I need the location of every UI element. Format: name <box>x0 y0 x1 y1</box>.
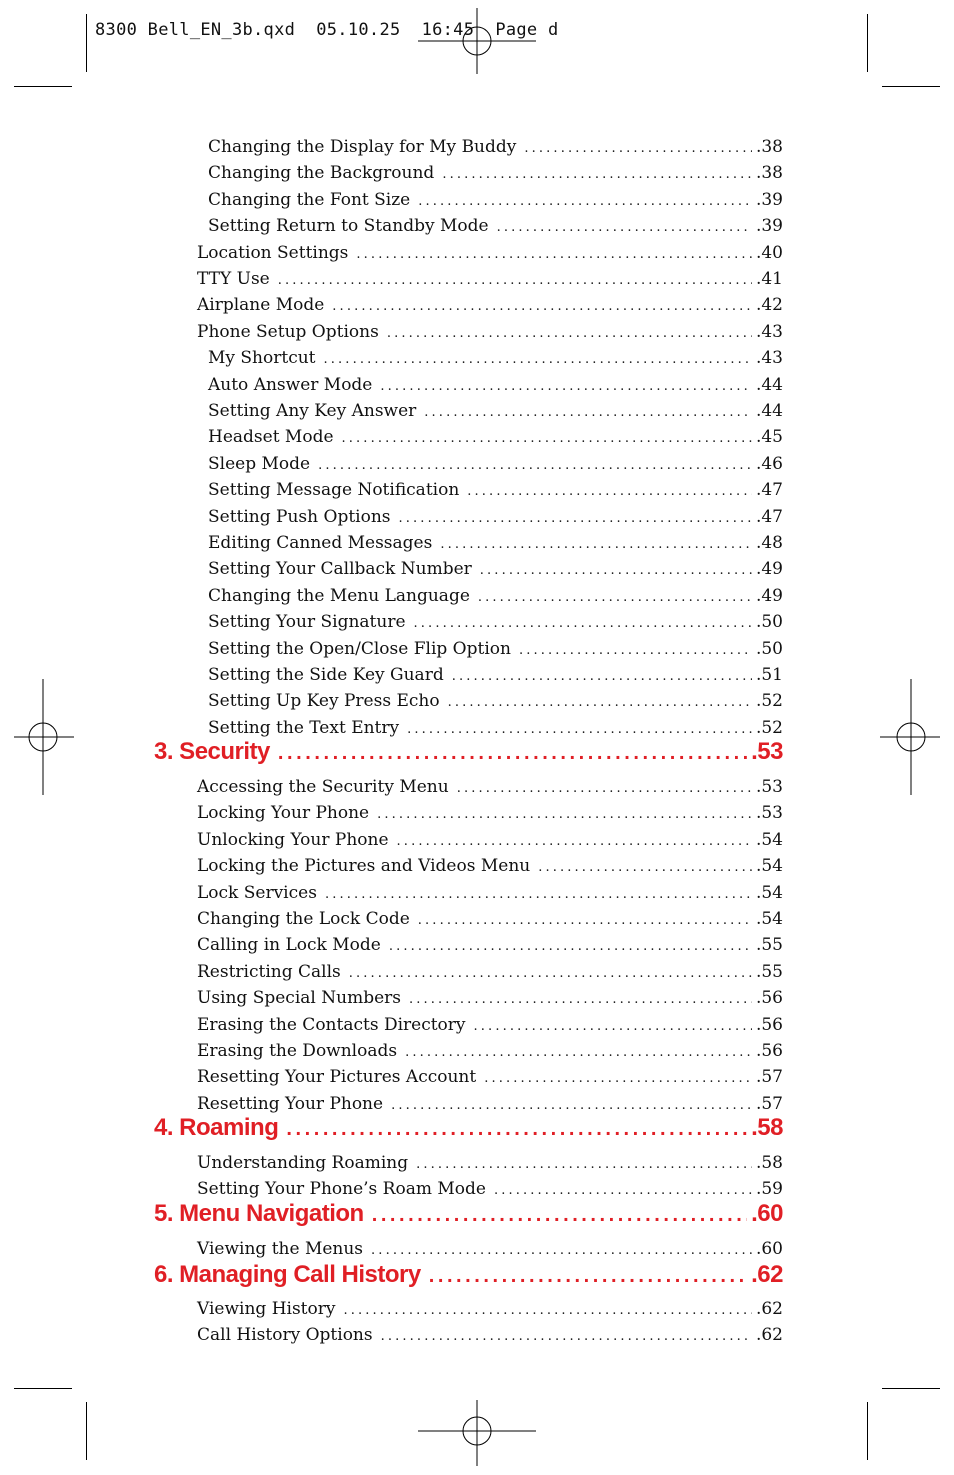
dot-leader <box>324 352 752 367</box>
toc-entry[interactable] <box>208 612 783 632</box>
toc-section-heading[interactable] <box>154 738 783 766</box>
page-number: .50 <box>755 612 783 633</box>
toc-entry[interactable] <box>197 988 783 1008</box>
page-number: .41 <box>755 269 783 289</box>
entry-title: Setting the Text Entry <box>208 717 400 738</box>
entry-title: Setting Return to Standby Mode <box>208 216 489 237</box>
page-number: .62 <box>755 1299 783 1319</box>
dot-leader <box>416 1157 752 1172</box>
page-number: .53 <box>751 738 783 765</box>
dot-leader <box>286 1118 747 1141</box>
page-number: .62 <box>751 1261 783 1288</box>
page-number: .56 <box>755 1014 783 1035</box>
section-title: 6. Managing Call History <box>154 1261 421 1288</box>
dot-leader <box>278 273 752 288</box>
dot-leader <box>414 616 752 631</box>
dot-leader <box>442 167 752 182</box>
page-number: .38 <box>755 163 783 184</box>
section-title: 3. Security <box>154 738 270 765</box>
dot-leader <box>387 326 752 341</box>
dot-leader <box>457 781 752 796</box>
entry-title: Setting the Side Key Guard <box>208 665 444 685</box>
toc-entry[interactable] <box>197 883 783 903</box>
entry-title: Setting Push Options <box>208 506 391 527</box>
page-number: .43 <box>755 321 783 342</box>
toc-entry[interactable] <box>208 665 783 685</box>
dot-leader <box>524 141 752 156</box>
toc-entry[interactable] <box>208 533 783 553</box>
entry-title: Unlocking Your Phone <box>197 829 389 850</box>
dot-leader <box>452 669 752 684</box>
entry-title: Locking the Pictures and Videos Menu <box>197 856 531 877</box>
toc-entry[interactable] <box>197 1153 783 1173</box>
entry-title: Resetting Your Pictures Account <box>197 1067 477 1088</box>
page-number: .55 <box>755 935 783 956</box>
toc-entry[interactable] <box>197 803 783 823</box>
page-number: .55 <box>755 961 783 982</box>
page-number: .40 <box>755 242 783 263</box>
toc-entry[interactable] <box>208 480 783 500</box>
page-number: .39 <box>755 216 783 237</box>
page-number: .58 <box>755 1153 783 1173</box>
page-number: .60 <box>751 1200 783 1227</box>
dot-leader <box>494 1183 752 1198</box>
dot-leader <box>448 695 752 710</box>
dot-leader <box>478 590 752 605</box>
toc-entry[interactable] <box>197 830 783 850</box>
page-number: .48 <box>755 533 783 553</box>
dot-leader <box>278 742 747 765</box>
toc-section-heading[interactable] <box>154 1261 783 1289</box>
entry-title: Setting Message Notification <box>208 480 460 501</box>
entry-title: Changing the Lock Code <box>197 909 410 929</box>
entry-title: Editing Canned Messages <box>208 533 433 553</box>
entry-title: Erasing the Downloads <box>197 1041 398 1061</box>
dot-leader <box>429 1265 747 1288</box>
dot-leader <box>407 722 752 737</box>
dot-leader <box>343 1303 751 1318</box>
toc-entry[interactable] <box>208 163 783 183</box>
section-title: 5. Menu Navigation <box>154 1200 364 1227</box>
dot-leader <box>391 1098 752 1113</box>
page-number: .39 <box>755 189 783 210</box>
page-number: .47 <box>755 480 783 501</box>
entry-title: Auto Answer Mode <box>208 374 373 395</box>
toc-entry[interactable] <box>208 691 783 711</box>
entry-title: Viewing the Menus <box>197 1239 364 1259</box>
entry-title: Erasing the Contacts Directory <box>197 1014 466 1035</box>
entry-title: Understanding Roaming <box>197 1153 409 1173</box>
page-number: .57 <box>755 1093 783 1114</box>
page-number: .54 <box>755 829 783 850</box>
toc-entry[interactable] <box>208 507 783 527</box>
dot-leader <box>409 992 752 1007</box>
toc-entry[interactable] <box>197 1094 783 1114</box>
entry-title: Setting Your Callback Number <box>208 559 472 580</box>
toc-entry[interactable] <box>197 777 783 797</box>
entry-title: Setting Your Signature <box>208 612 406 633</box>
toc-entry[interactable] <box>197 1015 783 1035</box>
page-number: .50 <box>755 638 783 659</box>
toc-entry[interactable] <box>197 243 783 263</box>
page-number: .47 <box>755 506 783 527</box>
entry-title: Setting Up Key Press Echo <box>208 691 440 712</box>
toc-entry[interactable] <box>197 1239 783 1259</box>
dot-leader <box>356 247 752 262</box>
dot-leader <box>397 834 752 849</box>
entry-title: Restricting Calls <box>197 961 341 982</box>
toc-entry[interactable] <box>208 401 783 421</box>
dot-leader <box>325 887 752 902</box>
dot-leader <box>380 379 752 394</box>
toc-entry[interactable] <box>197 1179 783 1199</box>
page-number: .60 <box>755 1239 783 1259</box>
entry-title: Setting the Open/Close Flip Option <box>208 638 511 659</box>
page-number: .44 <box>755 401 783 421</box>
entry-title: Setting Your Phone’s Roam Mode <box>197 1179 486 1200</box>
page-number: .62 <box>755 1325 783 1346</box>
page-number: .53 <box>755 777 783 797</box>
dot-leader <box>377 807 752 822</box>
toc-entry[interactable] <box>208 454 783 474</box>
dot-leader <box>474 1019 752 1034</box>
entry-title: Headset Mode <box>208 427 334 448</box>
toc-entry[interactable] <box>197 1067 783 1087</box>
toc-section-heading[interactable] <box>154 1114 783 1142</box>
entry-title: Changing the Menu Language <box>208 585 470 606</box>
toc-entry[interactable] <box>197 322 783 342</box>
dot-leader <box>372 1204 747 1227</box>
dot-leader <box>371 1243 752 1258</box>
entry-title: Lock Services <box>197 882 317 903</box>
toc-entry[interactable] <box>208 348 783 368</box>
toc-entry[interactable] <box>197 295 783 315</box>
dot-leader <box>418 194 752 209</box>
print-slug: 8300 Bell_EN_3b.qxd 05.10.25 16:45 Page d <box>95 20 559 40</box>
dot-leader <box>349 966 752 981</box>
dot-leader <box>424 405 752 420</box>
dot-leader <box>440 537 752 552</box>
entry-title: My Shortcut <box>208 348 316 369</box>
entry-title: Resetting Your Phone <box>197 1093 384 1114</box>
entry-title: TTY Use <box>197 269 270 289</box>
entry-title: Location Settings <box>197 242 349 263</box>
page-number: .46 <box>755 453 783 474</box>
toc-entry[interactable] <box>208 718 783 738</box>
page-number: .52 <box>755 691 783 712</box>
toc-entry[interactable] <box>208 137 783 157</box>
page-number: .56 <box>755 1041 783 1061</box>
entry-title: Changing the Display for My Buddy <box>208 137 517 157</box>
toc-entry[interactable] <box>208 190 783 210</box>
toc-entry[interactable] <box>208 427 783 447</box>
dot-leader <box>519 643 752 658</box>
toc-entry[interactable] <box>197 1325 783 1345</box>
dot-leader <box>480 563 752 578</box>
entry-title: Using Special Numbers <box>197 988 401 1009</box>
dot-leader <box>389 939 752 954</box>
entry-title: Phone Setup Options <box>197 321 379 342</box>
page-number: .52 <box>755 717 783 738</box>
dot-leader <box>399 511 752 526</box>
toc-entry[interactable] <box>208 375 783 395</box>
entry-title: Sleep Mode <box>208 453 311 474</box>
entry-title: Viewing History <box>197 1299 336 1319</box>
toc-entry[interactable] <box>197 856 783 876</box>
entry-title: Airplane Mode <box>197 295 325 316</box>
page-number: .56 <box>755 988 783 1009</box>
page-number: .38 <box>755 137 783 157</box>
page-number: .44 <box>755 374 783 395</box>
page-number: .59 <box>755 1179 783 1200</box>
entry-title: Locking Your Phone <box>197 803 370 824</box>
toc-entry[interactable] <box>208 639 783 659</box>
toc-entry[interactable] <box>208 586 783 606</box>
toc-entry[interactable] <box>197 269 783 289</box>
dot-leader <box>405 1045 752 1060</box>
entry-title: Setting Any Key Answer <box>208 401 417 421</box>
dot-leader <box>484 1071 752 1086</box>
page-number: .54 <box>755 856 783 877</box>
page-number: .49 <box>755 585 783 606</box>
dot-leader <box>418 913 752 928</box>
page-number: .54 <box>755 882 783 903</box>
toc-entry[interactable] <box>197 962 783 982</box>
dot-leader <box>318 458 752 473</box>
page-number: .45 <box>755 427 783 448</box>
dot-leader <box>497 220 752 235</box>
dot-leader <box>342 431 752 446</box>
toc-entry[interactable] <box>208 216 783 236</box>
toc-section-heading[interactable] <box>154 1200 783 1228</box>
page-number: .54 <box>755 909 783 929</box>
page-number: .49 <box>755 559 783 580</box>
entry-title: Changing the Font Size <box>208 189 411 210</box>
page-number: .42 <box>755 295 783 316</box>
dot-leader <box>538 860 752 875</box>
page-number: .53 <box>755 803 783 824</box>
toc-entry[interactable] <box>208 559 783 579</box>
toc-entry[interactable] <box>197 909 783 929</box>
toc-entry[interactable] <box>197 935 783 955</box>
dot-leader <box>381 1329 752 1344</box>
page-number: .58 <box>751 1114 783 1141</box>
page-number: .51 <box>755 665 783 685</box>
toc-entry[interactable] <box>197 1299 783 1319</box>
entry-title: Calling in Lock Mode <box>197 935 381 956</box>
entry-title: Changing the Background <box>208 163 435 184</box>
dot-leader <box>332 299 752 314</box>
entry-title: Call History Options <box>197 1325 373 1346</box>
entry-title: Accessing the Security Menu <box>197 777 449 797</box>
page-number: .43 <box>755 348 783 369</box>
page-number: .57 <box>755 1067 783 1088</box>
toc-entry[interactable] <box>197 1041 783 1061</box>
section-title: 4. Roaming <box>154 1114 279 1141</box>
dot-leader <box>467 484 752 499</box>
